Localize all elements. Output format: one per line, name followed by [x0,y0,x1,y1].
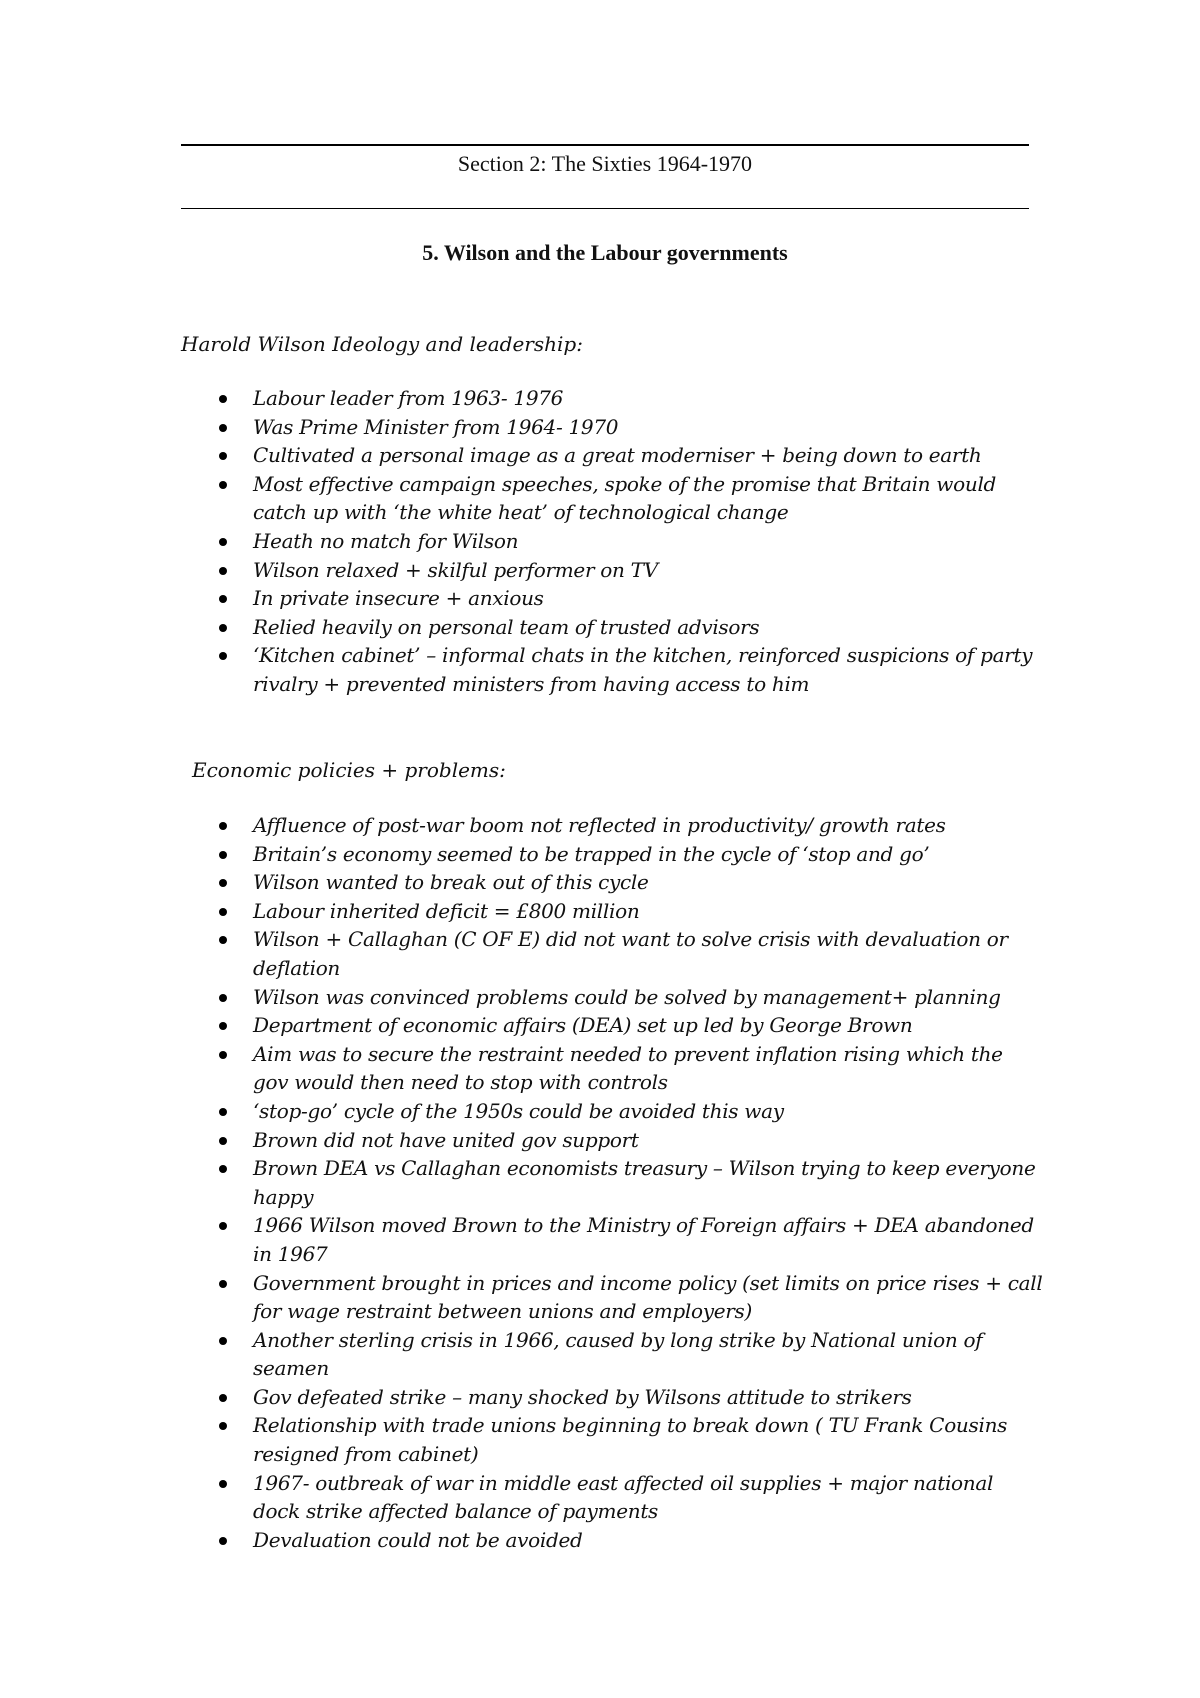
list-item: Government brought in prices and income policy (set limits on price rises + call for wage restraint between unions and employers) [0,1269,1043,1326]
section-heading-ideology: Harold Wilson Ideology and leadership: [181,332,583,356]
section-heading-economic: Economic policies + problems: [192,758,506,782]
list-item: Wilson was convinced problems could be solved by management+ planning [0,983,1043,1012]
list-item: Britain’s economy seemed to be trapped in the cycle of ‘stop and go’ [0,840,1043,869]
list-item: Wilson relaxed + skilful performer on TV [0,556,1043,585]
list-item: Labour inherited deficit = £800 million [0,897,1043,926]
chapter-title: 5. Wilson and the Labour governments [422,240,788,265]
list-item: Department of economic affairs (DEA) set up led by George Brown [0,1011,1043,1040]
section-title: Section 2: The Sixties 1964-1970 [457,151,753,176]
list-item: In private insecure + anxious [0,584,1043,613]
list-item: Was Prime Minister from 1964- 1970 [0,413,1043,442]
list-item: Wilson + Callaghan (C OF E) did not want to solve crisis with devaluation or deflation [0,925,1043,982]
ideology-bullet-list [0,384,1100,699]
list-item: Most effective campaign speeches, spoke of the promise that Britain would catch up with ‘the white heat’ of technological change [0,470,1043,527]
list-item: Gov defeated strike – many shocked by Wilsons attitude to strikers [0,1383,1043,1412]
list-item: Wilson wanted to break out of this cycle [0,868,1043,897]
list-item: Cultivated a personal image as a great moderniser + being down to earth [0,441,1043,470]
list-item: Aim was to secure the restraint needed to prevent inflation rising which the gov would then need to stop with controls [0,1040,1043,1097]
list-item: Brown DEA vs Callaghan economists treasury – Wilson trying to keep everyone happy [0,1154,1043,1211]
list-item: Brown did not have united gov support [0,1126,1043,1155]
list-item: Another sterling crisis in 1966, caused by long strike by National union of seamen [0,1326,1043,1383]
list-item: Affluence of post-war boom not reflected in productivity/ growth rates [0,811,1043,840]
list-item: 1966 Wilson moved Brown to the Ministry of Foreign affairs + DEA abandoned in 1967 [0,1211,1043,1268]
economic-bullet-list [0,811,1100,1554]
list-item: Heath no match for Wilson [0,527,1043,556]
list-item: Devaluation could not be avoided [0,1526,1043,1555]
header-top-rule [181,144,1029,146]
list-item: Relied heavily on personal team of trusted advisors [0,613,1043,642]
list-item: Labour leader from 1963- 1976 [0,384,1043,413]
header-bottom-rule [181,208,1029,209]
list-item: 1967- outbreak of war in middle east affected oil supplies + major national dock strike affected balance of payments [0,1469,1043,1526]
list-item: ‘Kitchen cabinet’ – informal chats in the kitchen, reinforced suspicions of party rivalry + prevented ministers from having access to him [0,641,1043,698]
list-item: Relationship with trade unions beginning to break down ( TU Frank Cousins resigned from cabinet) [0,1411,1043,1468]
list-item: ‘stop-go’ cycle of the 1950s could be avoided this way [0,1097,1043,1126]
